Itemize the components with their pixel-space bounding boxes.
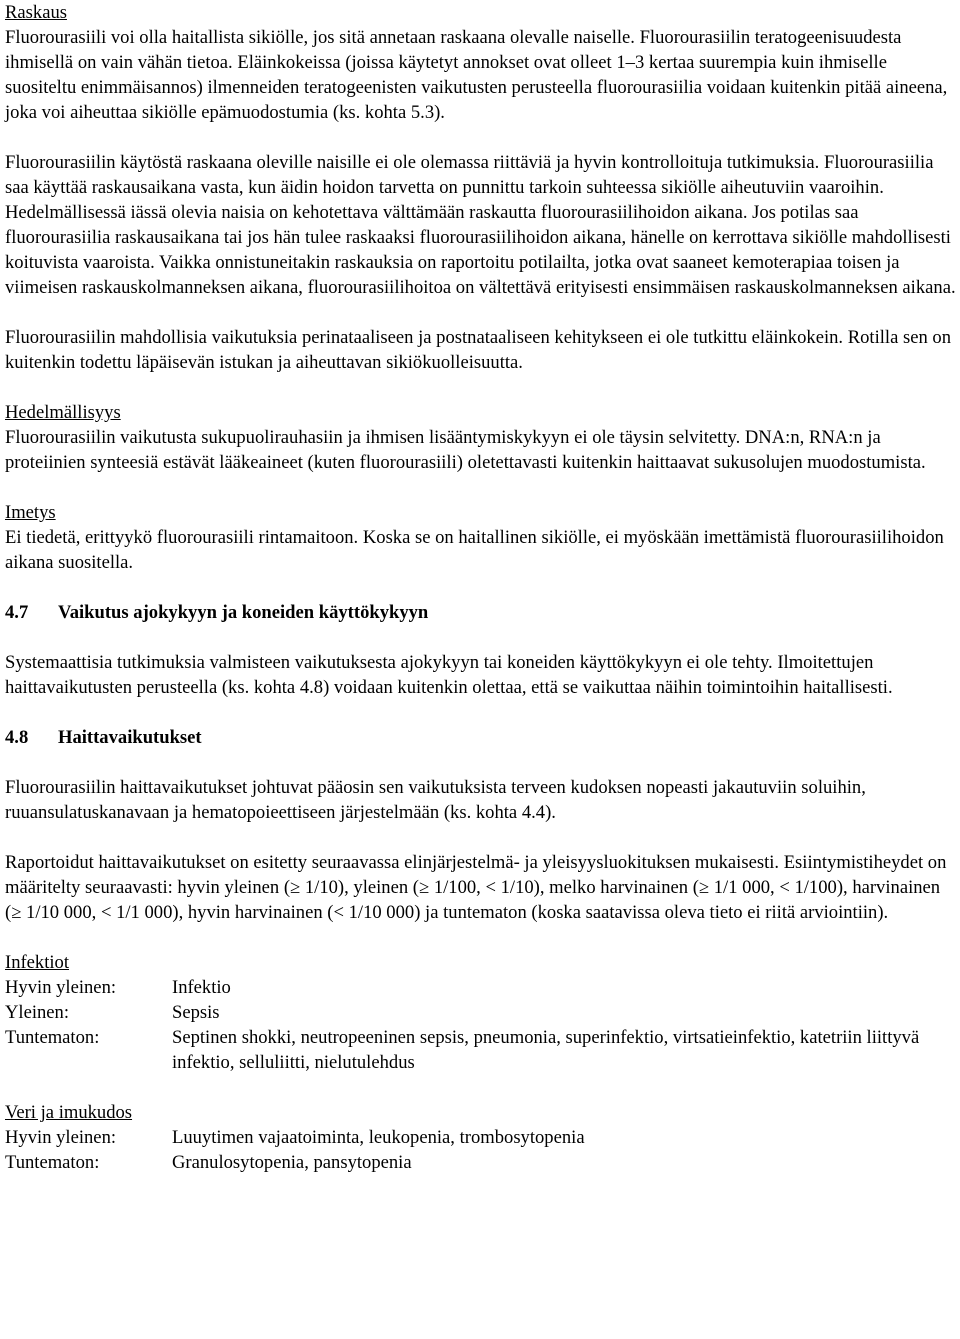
infektiot-list bbox=[5, 975, 960, 1075]
section-4-8-paragraph-2: Raportoidut haittavaikutukset on esitetty seuraavassa elinjärjestelmä- ja yleisyysluokituksen mukaisesti. Esiintymistiheydet on määritelty seuraavasti: hyvin yleinen (≥ 1/10), yleinen (≥ 1/100, < 1/10), melko harvinainen (≥ 1/1 000, < 1/100), harvinainen (≥ 1/10 000, < 1/1 000), hyvin harvinainen (< 1/10 000) ja tuntematon (koska saatavissa oleva tieto ei riitä arviointiin). bbox=[5, 852, 947, 923]
section-4-8-paragraph-1: Fluorourasiilin haittavaikutukset johtuvat pääosin sen vaikutuksista terveen kudoksen nopeasti jakautuviin soluihin, ruuansulatuskanavaan ja hematopoieettiseen järjestelmään (ks. kohta 4.4). bbox=[5, 777, 866, 823]
raskaus-paragraph-3: Fluorourasiilin mahdollisia vaikutuksia perinataaliseen ja postnataaliseen kehitykseen ei ole tutkittu eläinkokein. Rotilla sen on kuitenkin todettu läpäisevän istukan ja aiheuttavan sikiökuolleisuutta. bbox=[5, 327, 951, 373]
reaction-value: Infektio bbox=[172, 977, 231, 998]
list-item bbox=[5, 1150, 960, 1175]
hedelmallisyys-heading: Hedelmällisyys bbox=[5, 402, 121, 423]
frequency-label: Tuntematon: bbox=[5, 1152, 100, 1173]
list-item bbox=[5, 975, 960, 1000]
section-4-8-number: 4.8 bbox=[5, 727, 29, 748]
section-4-8-title: Haittavaikutukset bbox=[58, 727, 202, 748]
reaction-value: Luuytimen vajaatoiminta, leukopenia, trombosytopenia bbox=[172, 1127, 585, 1148]
section-4-7-heading bbox=[5, 600, 960, 625]
list-item bbox=[5, 1025, 960, 1075]
hedelmallisyys-paragraph: Fluorourasiilin vaikutusta sukupuolirauhasiin ja ihmisen lisääntymiskykyyn ei ole täysin selvitetty. DNA:n, RNA:n ja proteiinien synteesiä estävät lääkeaineet (kuten fluorourasiili) oletettavasti kuitenkin haittaavat sukusolujen muodostumista. bbox=[5, 427, 926, 473]
section-4-8-heading bbox=[5, 725, 960, 750]
frequency-label: Yleinen: bbox=[5, 1002, 70, 1023]
section-4-7-paragraph: Systemaattisia tutkimuksia valmisteen vaikutuksesta ajokykyyn tai koneiden käyttökykyyn ei ole tehty. Ilmoitettujen haittavaikutusten perusteella (ks. kohta 4.8) voidaan kuitenkin olettaa, että se vaikuttaa näihin toimintoihin haitallisesti. bbox=[5, 652, 893, 698]
veri-list bbox=[5, 1125, 960, 1175]
reaction-value: Septinen shokki, neutropeeninen sepsis, pneumonia, superinfektio, virtsatieinfektio, katetriin liittyvä infektio, selluliitti, nielutulehdus bbox=[172, 1027, 920, 1073]
reaction-value: Sepsis bbox=[172, 1002, 220, 1023]
imetys-heading: Imetys bbox=[5, 502, 56, 523]
frequency-label: Hyvin yleinen: bbox=[5, 1127, 117, 1148]
list-item bbox=[5, 1125, 960, 1150]
frequency-label: Hyvin yleinen: bbox=[5, 977, 117, 998]
list-item bbox=[5, 1000, 960, 1025]
raskaus-paragraph-2: Fluorourasiilin käytöstä raskaana oleville naisille ei ole olemassa riittäviä ja hyvin kontrolloituja tutkimuksia. Fluorourasiilia saa käyttää raskausaikana vasta, kun äidin hoidon tarvetta on punnittu tarkoin suhteessa sikiölle aiheutuviin vaaroihin. Hedelmällisessä iässä olevia naisia on kehotettava välttämään raskautta fluorourasiilihoidon aikana. Jos potilas saa fluorourasiilia raskausaikana tai jos hän tulee raskaaksi fluorourasiilihoidon aikana, hänelle on kerrottava sikiölle mahdollisesti koituvista vaaroista. Vaikka onnistuneitakin raskauksia on raportoitu potilailta, jotka ovat saaneet kemoterapiaa toisen ja viimeisen raskauskolmanneksen aikana, fluorourasiilihoitoa on vältettävä erityisesti ensimmäisen raskauskolmanneksen aikana. bbox=[5, 152, 956, 298]
raskaus-heading: Raskaus bbox=[5, 2, 67, 23]
section-4-7-title: Vaikutus ajokykyyn ja koneiden käyttökykyyn bbox=[58, 602, 429, 623]
infektiot-heading: Infektiot bbox=[5, 952, 70, 973]
raskaus-paragraph-1: Fluorourasiili voi olla haitallista sikiölle, jos sitä annetaan raskaana olevalle naiselle. Fluorourasiilin teratogeenisuudesta ihmisellä on vain vähän tietoa. Eläinkokeissa (joissa käytetyt annokset ovat olleet 1–3 kertaa suurempia kuin ihmiselle suositeltu enimmäisannos) ilmenneiden teratogeenisten vaikutusten perusteella fluorourasiilia voidaan kuitenkin pitää aineena, joka voi aiheuttaa sikiölle epämuodostumia (ks. kohta 5.3). bbox=[5, 27, 948, 123]
frequency-label: Tuntematon: bbox=[5, 1027, 100, 1048]
imetys-paragraph: Ei tiedetä, erittyykö fluorourasiili rintamaitoon. Koska se on haitallinen sikiölle, ei myöskään imettämistä fluorourasiilihoidon aikana suositella. bbox=[5, 527, 944, 573]
veri-heading: Veri ja imukudos bbox=[5, 1102, 133, 1123]
section-4-7-number: 4.7 bbox=[5, 602, 29, 623]
reaction-value: Granulosytopenia, pansytopenia bbox=[172, 1152, 412, 1173]
